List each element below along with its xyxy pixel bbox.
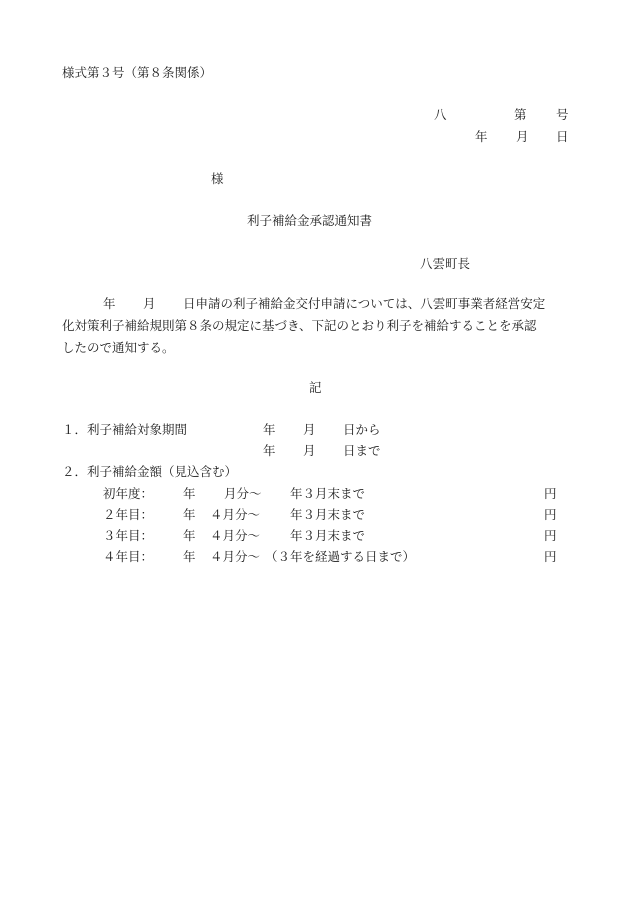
row3-label: ３年目： — [103, 528, 154, 543]
row4-to: （３年を経過する日まで） — [265, 549, 416, 564]
body-line1: 日申請の利子補給金交付申請については、八雲町事業者経営安定 — [183, 296, 546, 311]
row2-label: ２年目： — [103, 507, 154, 522]
ki-heading: 記 — [309, 380, 322, 395]
row2-to: 年３月末まで — [290, 507, 366, 522]
row2-unit: 円 — [544, 507, 557, 522]
row1-year: 年 — [183, 486, 196, 501]
doc-number-dai: 第 — [514, 107, 527, 122]
item1-from-day: 日から — [343, 422, 381, 437]
row4-from: ４月分～ — [210, 549, 261, 564]
item1-to-day: 日まで — [343, 443, 381, 458]
item1-from-year: 年 — [263, 422, 276, 437]
date-month: 月 — [516, 129, 529, 144]
item2-label: ２．利子補給金額（見込含む） — [62, 464, 238, 479]
doc-number-go: 号 — [556, 107, 569, 122]
item1-to-month: 月 — [303, 443, 316, 458]
row3-from: ４月分～ — [210, 528, 261, 543]
row1-to: 年３月末まで — [290, 486, 366, 501]
row4-year: 年 — [183, 549, 196, 564]
body-line3: したので通知する。 — [62, 340, 175, 355]
document-title: 利子補給金承認通知書 — [247, 213, 373, 228]
body-year: 年 — [103, 296, 116, 311]
date-year: 年 — [475, 129, 488, 144]
recipient-suffix: 様 — [211, 171, 224, 186]
row1-unit: 円 — [544, 486, 557, 501]
doc-number-prefix: 八 — [434, 107, 447, 122]
row3-to: 年３月末まで — [290, 528, 366, 543]
body-month: 月 — [143, 296, 156, 311]
item1-to-year: 年 — [263, 443, 276, 458]
body-line2: 化対策利子補給規則第８条の規定に基づき、下記のとおり利子を補給することを承認 — [62, 318, 537, 333]
row3-year: 年 — [183, 528, 196, 543]
row3-unit: 円 — [544, 528, 557, 543]
date-day: 日 — [556, 129, 569, 144]
item1-label: １．利子補給対象期間 — [62, 422, 188, 437]
row1-label: 初年度： — [103, 486, 154, 501]
row4-unit: 円 — [544, 549, 557, 564]
form-number: 様式第３号（第８条関係） — [62, 65, 213, 80]
row4-label: ４年目： — [103, 549, 154, 564]
row1-from: 月分～ — [224, 486, 262, 501]
row2-year: 年 — [183, 507, 196, 522]
issuer: 八雲町長 — [420, 256, 471, 271]
item1-from-month: 月 — [303, 422, 316, 437]
row2-from: ４月分～ — [210, 507, 261, 522]
